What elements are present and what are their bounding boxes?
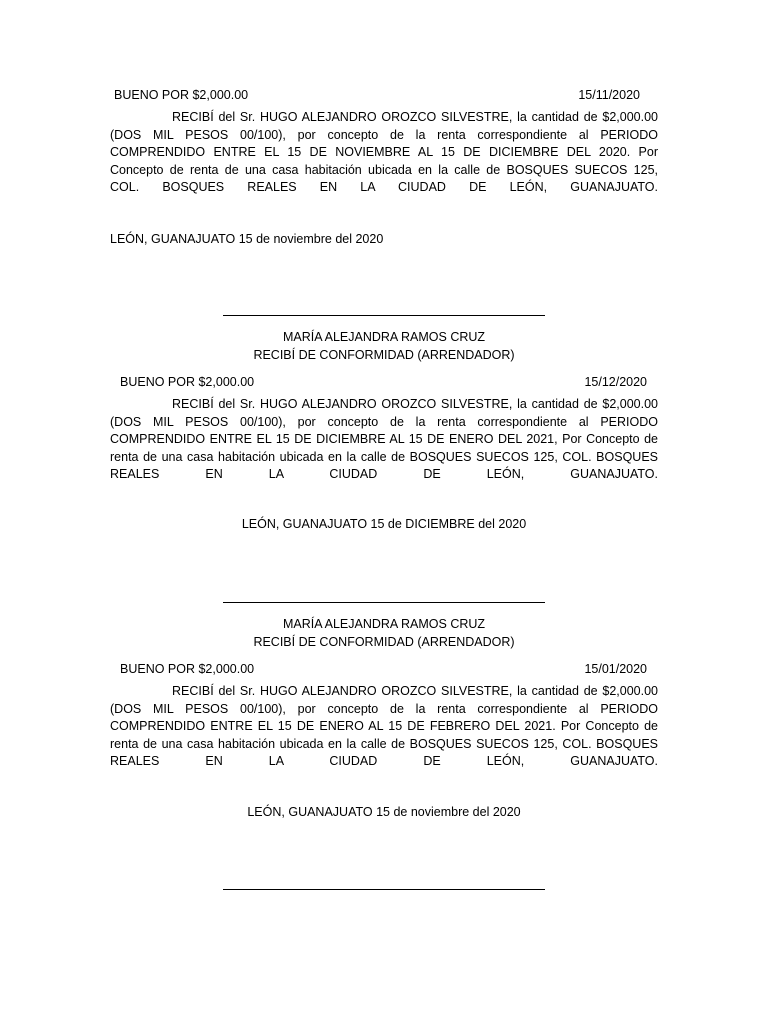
signature-line: [223, 602, 545, 603]
signature-block-1: [0, 315, 768, 364]
place-date-2: LEÓN, GUANAJUATO 15 de DICIEMBRE del 2020: [241, 517, 527, 531]
receipt-body: [110, 396, 658, 484]
amount-label: BUENO POR $2,000.00: [120, 375, 255, 389]
receipt-header: [110, 87, 658, 103]
place-date-3: LEÓN, GUANAJUATO 15 de noviembre del 2020: [247, 805, 521, 819]
signer-name: MARÍA ALEJANDRA RAMOS CRUZ: [282, 330, 486, 344]
receipt-date: 15/11/2020: [578, 88, 640, 102]
receipt-body: [110, 109, 658, 197]
amount-label: BUENO POR $2,000.00: [120, 662, 255, 676]
receipt-date: 15/01/2020: [584, 662, 647, 676]
receipt-body-text: RECIBÍ del Sr. HUGO ALEJANDRO OROZCO SILVESTRE, la cantidad de $2,000.00 (DOS MIL PESOS 00/100), por concepto de la renta correspondiente al PERIODO COMPRENDIDO ENTRE EL 15 DE ENERO AL 15 DE FEBRERO DEL 2021. Por Concepto de renta de una casa habitación ubicada en la calle de BOSQUES SUECOS 125, COL. BOSQUES REALES EN LA CIUDAD DE LEÓN, GUANAJUATO.: [110, 684, 658, 769]
amount-label: BUENO POR $2,000.00: [114, 88, 249, 102]
signature-block-2: [0, 602, 768, 651]
signature-line: [223, 889, 545, 890]
signature-line: [223, 315, 545, 316]
receipt-header: [110, 661, 658, 677]
receipt-header: [110, 374, 658, 390]
receipt-2: [110, 374, 658, 484]
signature-block-3: [0, 889, 768, 890]
signer-name: MARÍA ALEJANDRA RAMOS CRUZ: [282, 617, 486, 631]
receipt-body-text: RECIBÍ del Sr. HUGO ALEJANDRO OROZCO SILVESTRE, la cantidad de $2,000.00 (DOS MIL PESOS 00/100), por concepto de la renta correspondiente al PERIODO COMPRENDIDO ENTRE EL 15 DE NOVIEMBRE AL 15 DE DICIEMBRE DEL 2020. Por Concepto de renta de una casa habitación ubicada en la calle de BOSQUES SUECOS 125, COL. BOSQUES REALES EN LA CIUDAD DE LEÓN, GUANAJUATO.: [110, 110, 658, 195]
receipt-1: [110, 87, 658, 197]
signer-role: RECIBÍ DE CONFORMIDAD (ARRENDADOR): [253, 348, 515, 362]
receipt-body: [110, 683, 658, 771]
signer-role: RECIBÍ DE CONFORMIDAD (ARRENDADOR): [253, 635, 515, 649]
receipt-date: 15/12/2020: [584, 375, 647, 389]
receipt-body-text: RECIBÍ del Sr. HUGO ALEJANDRO OROZCO SILVESTRE, la cantidad de $2,000.00 (DOS MIL PESOS 00/100), por concepto de la renta correspondiente al PERIODO COMPRENDIDO ENTRE EL 15 DE DICIEMBRE AL 15 DE ENERO DEL 2021, Por Concepto de renta de una casa habitación ubicada en la calle de BOSQUES SUECOS 125, COL. BOSQUES REALES EN LA CIUDAD DE LEÓN, GUANAJUATO.: [110, 397, 658, 482]
place-date-1: LEÓN, GUANAJUATO 15 de noviembre del 2020: [110, 232, 384, 246]
receipt-3: [110, 661, 658, 771]
